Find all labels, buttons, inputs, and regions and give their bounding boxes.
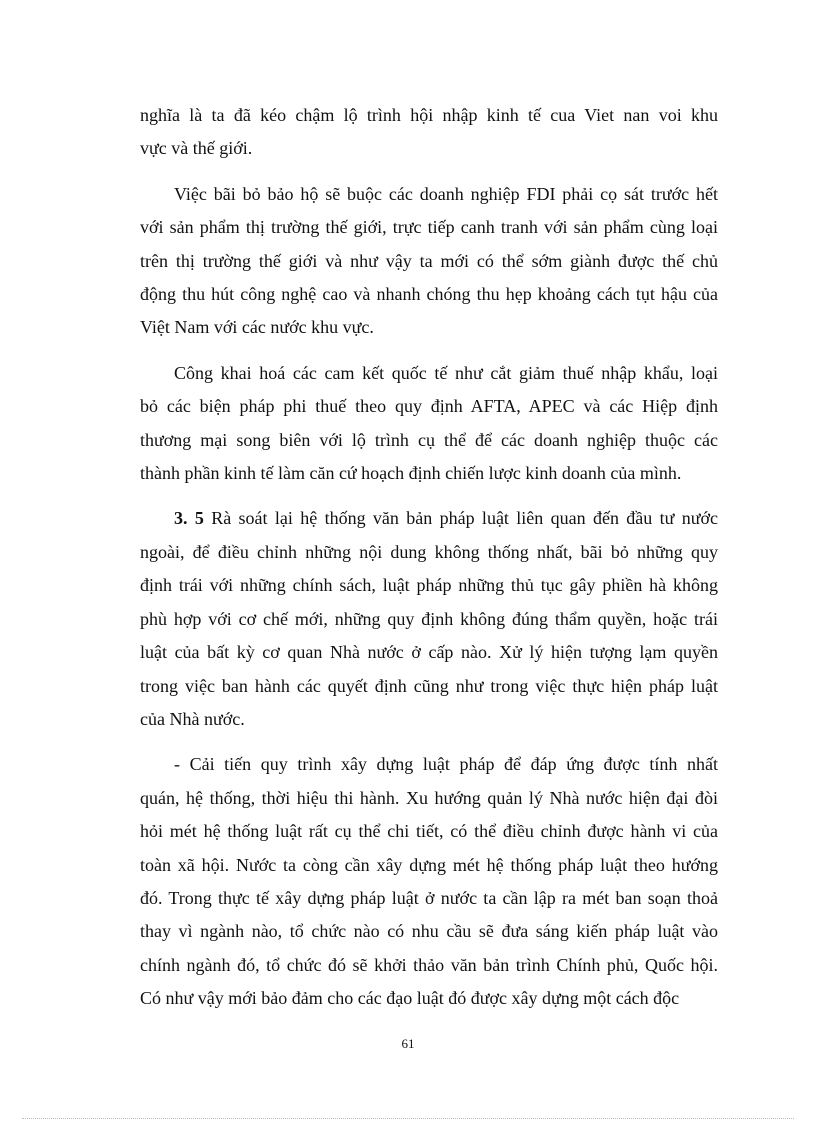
paragraph-2 bbox=[140, 178, 718, 345]
text-line: với sản phẩm thị trường thế giới, trực tiếp canh tranh với sản phẩm cùng loại bbox=[140, 217, 718, 238]
text-line: nghĩa là ta đã kéo chậm lộ trình hội nhập kinh tế cua Viet nan voi khu bbox=[140, 105, 718, 125]
footer-divider bbox=[22, 1118, 794, 1119]
page-number: 61 bbox=[401, 1036, 415, 1051]
text-line: đó. Trong thực tế xây dựng pháp luật ở nước ta cần lập ra mét ban soạn thoả bbox=[140, 887, 718, 908]
paragraph-4 bbox=[140, 502, 718, 736]
text-line: chính ngành đó, tổ chức đó sẽ khởi thảo văn bản trình Chính phủ, Quốc hội. bbox=[140, 954, 718, 975]
text-line: Rà soát lại hệ thống văn bản pháp luật liên quan đến đầu tư nước bbox=[203, 508, 718, 529]
text-line: vực và thế giới. bbox=[140, 138, 253, 159]
section-number: 3. 5 bbox=[174, 508, 204, 529]
text-line: trong việc ban hành các quyết định cũng như trong việc thực hiện pháp luật bbox=[140, 675, 718, 696]
paragraph-3 bbox=[140, 357, 718, 491]
text-line: động thu hút công nghệ cao và nhanh chóng thu hẹp khoảng cách tụt hậu của bbox=[140, 284, 718, 305]
body-text bbox=[140, 99, 718, 1028]
text-line: phù hợp với cơ chế mới, những quy định không đúng thẩm quyền, hoặc trái bbox=[140, 608, 718, 629]
paragraph-5 bbox=[140, 748, 718, 1015]
text-line: thay vì ngành nào, tổ chức nào có nhu cầu sẽ đưa sáng kiến pháp luật vào bbox=[140, 921, 718, 942]
text-line: bỏ các biện pháp phi thuế theo quy định AFTA, APEC và các Hiệp định bbox=[140, 396, 718, 417]
text-line: thành phần kinh tế làm căn cứ hoạch định chiến lược kinh doanh của mình. bbox=[140, 463, 682, 484]
text-line: - Cải tiến quy trình xây dựng luật pháp để đáp ứng được tính nhất bbox=[174, 754, 718, 775]
text-line: định trái với những chính sách, luật pháp những thủ tục gây phiền hà không bbox=[140, 575, 718, 596]
text-line-with-heading bbox=[140, 502, 718, 535]
text-line: thương mại song biên với lộ trình cụ thể để các doanh nghiệp thuộc các bbox=[140, 429, 718, 450]
text-line: ngoài, để điều chỉnh những nội dung không thống nhất, bãi bỏ những quy bbox=[140, 541, 718, 562]
text-line: Có như vậy mới bảo đảm cho các đạo luật đó được xây dựng một cách độc bbox=[140, 988, 680, 1009]
text-line: Việc bãi bỏ bảo hộ sẽ buộc các doanh nghiệp FDI phải cọ sát trước hết bbox=[174, 183, 718, 204]
text-line: quán, hệ thống, thời hiệu thi hành. Xu hướng quản lý Nhà nước hiện đại đòi bbox=[140, 787, 718, 808]
text-line: hỏi mét hệ thống luật rất cụ thể chi tiết, có thể điều chỉnh được hành vi của bbox=[140, 821, 718, 842]
paragraph-1 bbox=[140, 99, 718, 166]
text-line: Công khai hoá các cam kết quốc tế như cắt giảm thuế nhập khẩu, loại bbox=[174, 362, 718, 383]
text-line: Việt Nam với các nước khu vực. bbox=[140, 317, 374, 338]
text-line: luật của bất kỳ cơ quan Nhà nước ở cấp nào. Xử lý hiện tượng lạm quyền bbox=[140, 642, 718, 663]
text-line: toàn xã hội. Nước ta còng cần xây dựng mét hệ thống pháp luật theo hướng bbox=[140, 854, 718, 875]
text-line: của Nhà nước. bbox=[140, 708, 245, 729]
text-line: trên thị trường thế giới và như vậy ta mới có thể sớm giành được thế chủ bbox=[140, 250, 718, 271]
